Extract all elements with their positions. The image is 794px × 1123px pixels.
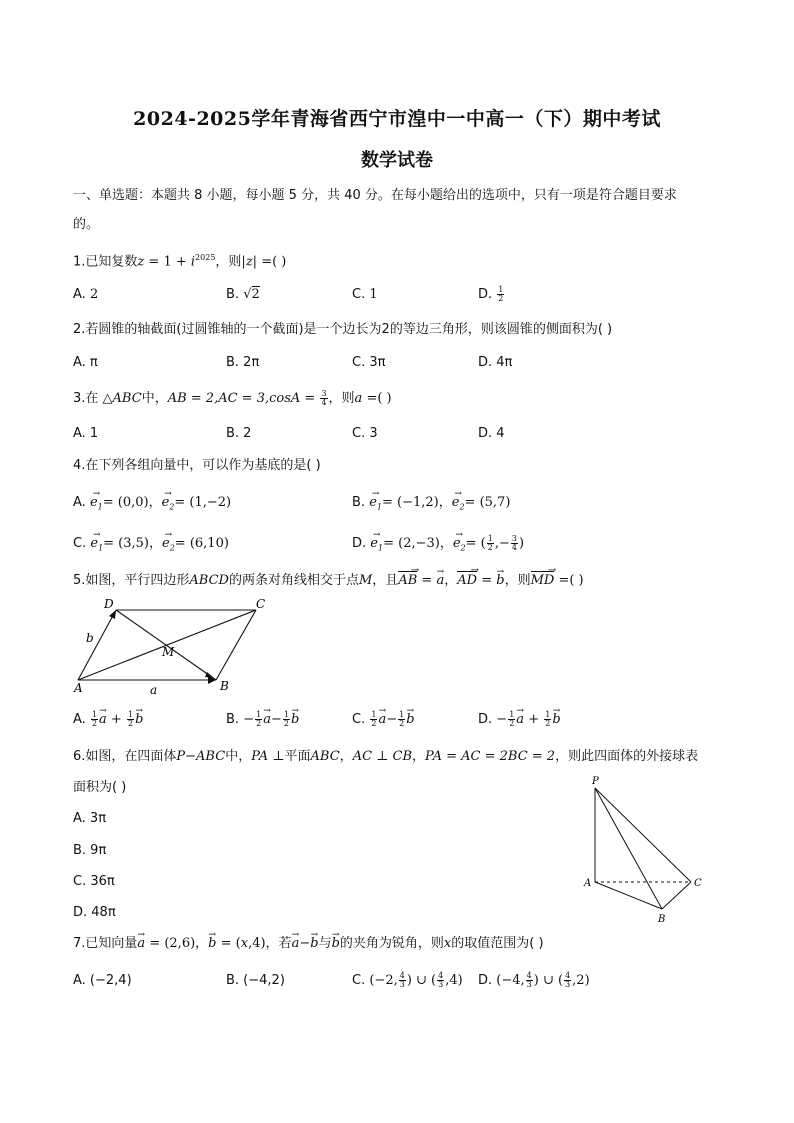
q3-option-a[interactable]: A. 1: [73, 426, 99, 441]
q5-option-c[interactable]: C. $\frac{1}{2}$ → a− $\frac{1}{2}$ → b: [352, 711, 415, 729]
q6-option-b[interactable]: B. 9π: [73, 843, 107, 858]
fig5-label-b: b: [86, 631, 94, 645]
question-6-line2: 面积为( ): [73, 780, 127, 795]
q1-option-c[interactable]: C. 1: [352, 287, 378, 302]
section-instructions-line1: 一、单选题：本题共 8 小题，每小题 5 分，共 40 分。在每小题给出的选项中，只有一项是符合题目要求: [73, 188, 677, 203]
fig6-label-b: B: [658, 914, 666, 925]
question-2: 2.若圆锥的轴截面(过圆锥轴的一个截面)是一个边长为2的等边三角形，则该圆锥的侧面积为( ): [73, 322, 613, 337]
q1-option-a[interactable]: A. 2: [73, 287, 99, 302]
q7-option-a[interactable]: A. (−2,4): [73, 973, 132, 988]
question-6-line1: 6.如图，在四面体P−ABC中，PA ⊥平面ABC，AC ⊥ CB，PA = AC = 2BC = 2，则此四面体的外接球表: [73, 749, 699, 764]
q3-option-d[interactable]: D. 4: [478, 426, 505, 441]
fig5-label-bpt: B: [220, 679, 229, 693]
q3-option-b[interactable]: B. 2: [226, 426, 252, 441]
q7-option-b[interactable]: B. (−4,2): [226, 973, 285, 988]
q1-option-d[interactable]: D. $\frac{1}{2}$: [478, 285, 504, 303]
q6-option-a[interactable]: A. 3π: [73, 811, 107, 826]
q7-option-d[interactable]: D. (−4, $\frac{4}{3}$ ) ∪ ( $\frac{4}{3}$ ,2): [478, 971, 590, 989]
q2-option-b[interactable]: B. 2π: [226, 355, 260, 370]
fig6-label-p: P: [592, 776, 599, 787]
exam-title: 2024-2025学年青海省西宁市湟中一中高一（下）期中考试: [133, 108, 661, 130]
q6-option-c[interactable]: C. 36π: [73, 874, 115, 889]
fig5-label-d: D: [104, 597, 114, 611]
fig5-label-c: C: [256, 597, 266, 611]
q6-option-d[interactable]: D. 48π: [73, 905, 116, 920]
fig6-label-a: A: [584, 878, 592, 889]
fig5-label-a: A: [74, 681, 83, 695]
fig6-label-c: C: [694, 878, 702, 889]
fig5-label-m: M: [162, 645, 175, 659]
q4-option-c[interactable]: C. → $e_1= (3,5)$，→ $e_2= (6,10)$: [73, 535, 229, 558]
exam-subtitle: 数学试卷: [361, 150, 433, 171]
q4-option-d[interactable]: D. → $e_1= (2,-3)$，→ $e_2=$ ( $\frac{1}{2}$ ,− $\frac{3}{4}$ ): [352, 535, 524, 558]
q3-option-c[interactable]: C. 3: [352, 426, 378, 441]
q2-option-c[interactable]: C. 3π: [352, 355, 386, 370]
q4-option-b[interactable]: B. → $e_1= (-1,2)$，→ $e_2= (5,7)$: [352, 494, 510, 517]
q2-option-a[interactable]: A. π: [73, 355, 98, 370]
q5-option-d[interactable]: D. − $\frac{1}{2}$ → a + $\frac{1}{2}$ → b: [478, 711, 561, 729]
q4-option-a[interactable]: A. → $e_1= (0,0)$，→ $e_2= (1,-2)$: [73, 494, 231, 517]
question-1: 1.已知复数$z = 1 + i^{2025}$，则|z| =( ): [73, 253, 287, 270]
question-7: 7.已知向量→ a = (2,6)，→ b = (x,4)，若→ a−→ b与→ b的夹角为锐角，则x的取值范围为( ): [73, 935, 544, 953]
q1-option-b[interactable]: B. √2: [226, 287, 260, 302]
tetrahedron-figure: [582, 774, 712, 930]
q7-option-c[interactable]: C. (−2, $\frac{4}{3}$ ) ∪ ( $\frac{4}{3}$ ,4): [352, 971, 463, 989]
q5-option-b[interactable]: B. − $\frac{1}{2}$ → a− $\frac{1}{2}$ → b: [226, 711, 299, 729]
question-5: 5.如图，平行四边形ABCD的两条对角线相交于点M，且→ AB = → a，→ AD = → b，则→ MD =( ): [73, 571, 584, 590]
parallelogram-figure: [70, 596, 280, 700]
section-instructions-line2: 的。: [73, 217, 100, 232]
fig5-label-a-vec: a: [150, 683, 158, 697]
q5-option-a[interactable]: A. $\frac{1}{2}$ → a + $\frac{1}{2}$ → b: [73, 711, 143, 729]
question-3: 3.在 △ABC中，AB = 2,AC = 3,cosA = $\frac{3}{4}$ ，则a =( ): [73, 389, 392, 407]
q2-option-d[interactable]: D. 4π: [478, 355, 513, 370]
question-4: 4.在下列各组向量中，可以作为基底的是( ): [73, 458, 321, 473]
